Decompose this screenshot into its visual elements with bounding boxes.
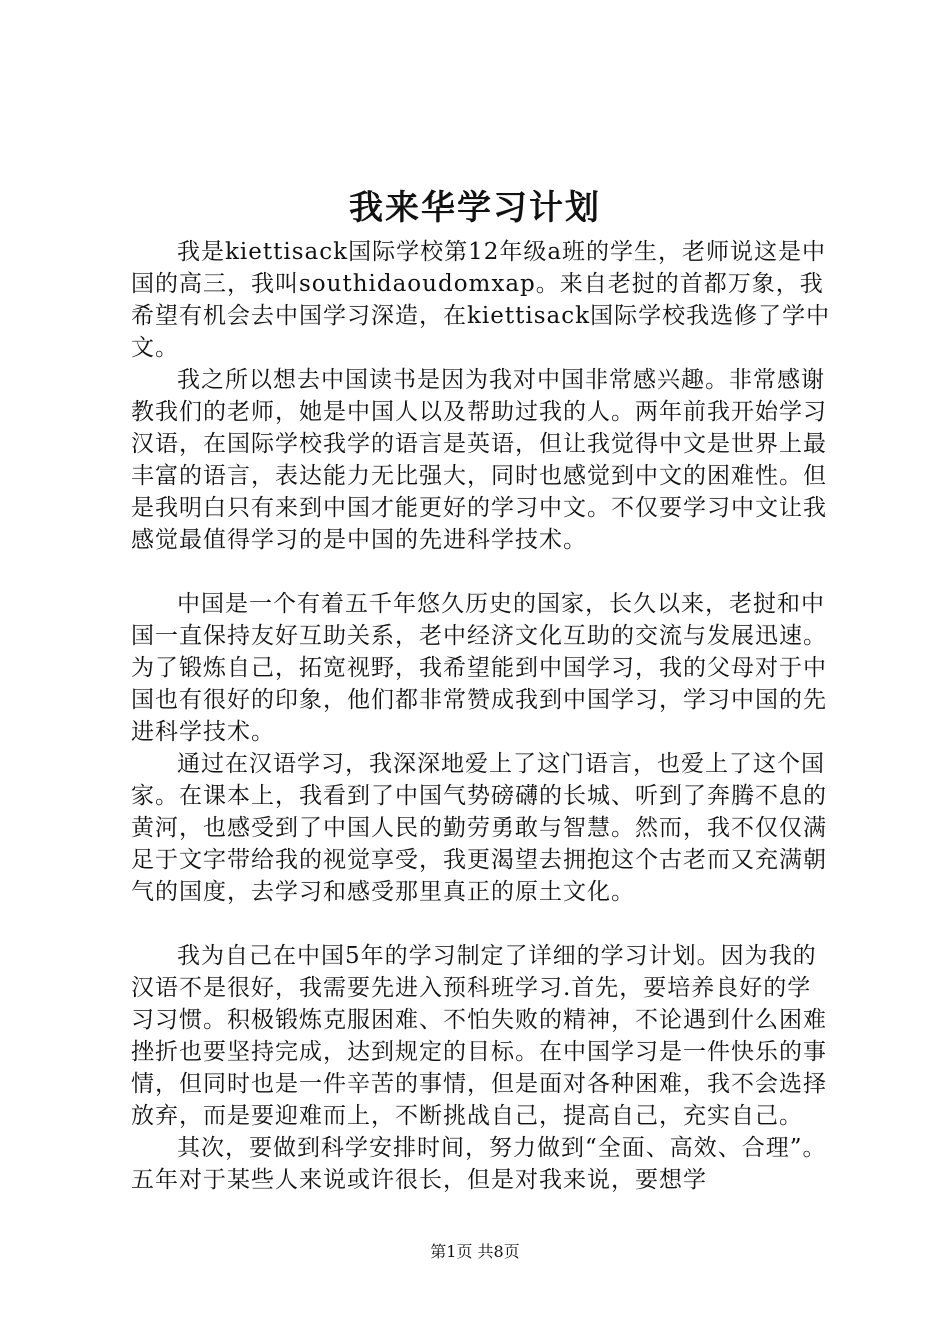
paragraph-1: 我是kiettisack国际学校第12年级a班的学生，老师说这是中国的高三，我叫southidaoudomxap。来自老挝的首都万象，我希望有机会去中国学习深造，在kiettisack国际学校我选修了学中文。 bbox=[131, 239, 831, 361]
paragraph-6: 其次，要做到科学安排时间，努力做到“全面、高效、合理”。五年对于某些人来说或许很长，但是对我来说，要想学 bbox=[131, 1135, 827, 1193]
document-body bbox=[131, 236, 831, 1196]
paragraph-5: 我为自己在中国5年的学习制定了详细的学习计划。因为我的汉语不是很好，我需要先进入预科班学习.首先，要培养良好的学习习惯。积极锻炼克服困难、不怕失败的精神，不论遇到什么困难挫折也要坚持完成，达到规定的目标。在中国学习是一件快乐的事情，但同时也是一件辛苦的事情，但是面对各种困难，我不会选择放弃，而是要迎难而上，不断挑战自己，提高自己，充实自己。 bbox=[131, 943, 827, 1129]
paragraph-3: 中国是一个有着五千年悠久历史的国家，长久以来，老挝和中国一直保持友好互助关系，老中经济文化互助的交流与发展迅速。为了锻炼自己，拓宽视野，我希望能到中国学习，我的父母对于中国也有很好的印象，他们都非常赞成我到中国学习，学习中国的先进科学技术。 bbox=[131, 591, 827, 745]
page-footer: 第1页 共8页 bbox=[430, 1242, 520, 1261]
paragraph-4: 通过在汉语学习，我深深地爱上了这门语言，也爱上了这个国家。在课本上，我看到了中国气势磅礴的长城、听到了奔腾不息的黄河，也感受到了中国人民的勤劳勇敢与智慧。然而，我不仅仅满足于文字带给我的视觉享受，我更渴望去拥抱这个古老而又充满朝气的国度，去学习和感受那里真正的原土文化。 bbox=[131, 751, 827, 905]
paragraph-2: 我之所以想去中国读书是因为我对中国非常感兴趣。非常感谢教我们的老师，她是中国人以及帮助过我的人。两年前我开始学习汉语，在国际学校我学的语言是英语，但让我觉得中文是世界上最丰富的语言，表达能力无比强大，同时也感觉到中文的困难性。但是我明白只有来到中国才能更好的学习中文。不仅要学习中文让我感觉最值得学习的是中国的先进科学技术。 bbox=[131, 367, 827, 553]
document-title: 我来华学习计划 bbox=[349, 188, 601, 228]
